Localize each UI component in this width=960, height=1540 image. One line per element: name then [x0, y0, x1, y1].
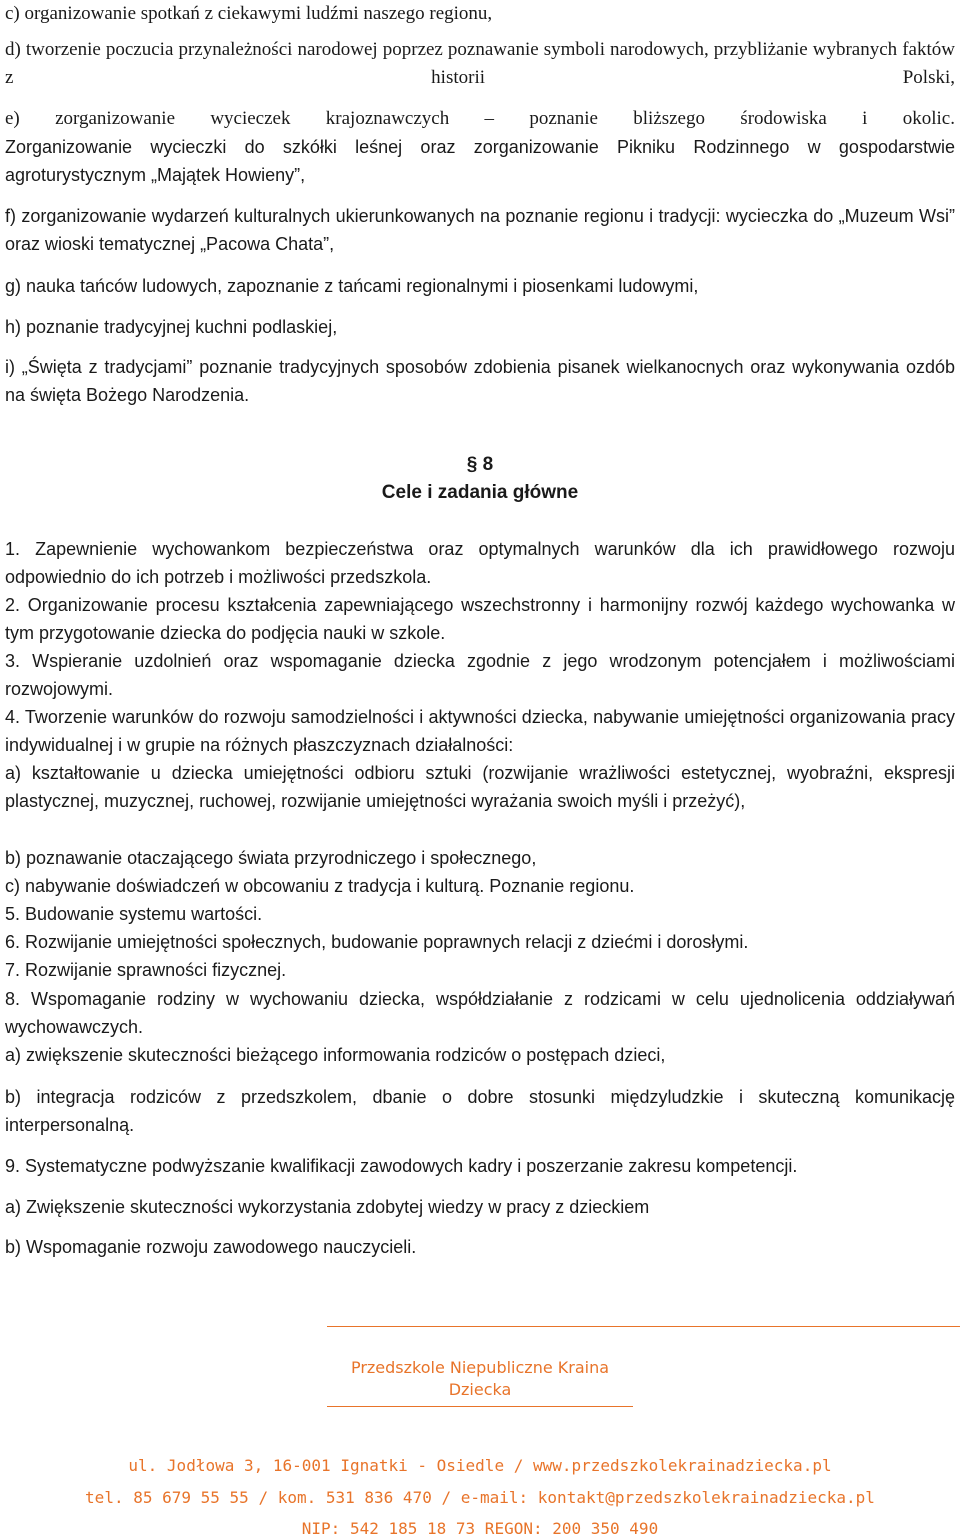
footer-address: ul. Jodłowa 3, 16-001 Ignatki - Osiedle / www.przedszkolekrainadziecka.pl	[128, 1456, 832, 1475]
footer-contact: tel. 85 679 55 55 / kom. 531 836 470 / e-mail: kontakt@przedszkolekrainadziecka.pl	[85, 1488, 875, 1507]
goal-7: 7. Rozwijanie sprawności fizycznej.	[5, 960, 287, 980]
goal-4b: b) poznawanie otaczającego świata przyrodniczego i społecznego,	[5, 848, 537, 868]
footer-rule	[327, 1326, 960, 1327]
goal-6: 6. Rozwijanie umiejętności społecznych, budowanie poprawnych relacji z dziećmi i dorosłymi.	[5, 932, 749, 952]
goal-9: 9. Systematyczne podwyższanie kwalifikacji zawodowych kadry i poszerzanie zakresu kompetencji.	[5, 1156, 798, 1176]
goal-8b: b) integracja rodziców z przedszkolem, dbanie o dobre stosunki międzyludzkie i skuteczną komunikację interpersonalną.	[5, 1087, 955, 1135]
goal-3: 3. Wspieranie uzdolnień oraz wspomaganie dziecka zgodnie z jego wrodzonym potencjałem i możliwościami rozwojowymi.	[5, 651, 955, 699]
goal-4a: a) kształtowanie u dziecka umiejętności odbioru sztuki (rozwijanie wrażliwości estetycznej, wyobraźni, ekspresji plastycznej, muzycznej, ruchowej, rozwijanie umiejętności wyrażania swoich myśli i przeżyć),	[5, 763, 955, 811]
list-item-c: c) organizowanie spotkań z ciekawymi ludźmi naszego regionu,	[5, 3, 493, 24]
goal-4c: c) nabywanie doświadczeń w obcowaniu z tradycja i kulturą. Poznanie regionu.	[5, 876, 635, 896]
goal-5: 5. Budowanie systemu wartości.	[5, 904, 263, 924]
goal-9a: a) Zwiększenie skuteczności wykorzystania zdobytej wiedzy w pracy z dzieckiem	[5, 1197, 650, 1217]
list-item-g: g) nauka tańców ludowych, zapoznanie z tańcami regionalnymi i piosenkami ludowymi,	[5, 276, 699, 296]
goal-8a: a) zwiększenie skuteczności bieżącego informowania rodziców o postępach dzieci,	[5, 1045, 666, 1065]
list-item-e: e) zorganizowanie wycieczek krajoznawczych – poznanie bliższego środowiska i okolic.	[5, 108, 955, 129]
list-item-i: i) „Święta z tradycjami” poznanie tradycyjnych sposobów zdobienia pisanek wielkanocnych oraz wykonywania ozdób na święta Bożego Narodzenia.	[5, 357, 955, 405]
footer-ids: NIP: 542 185 18 73 REGON: 200 350 490	[301, 1519, 659, 1538]
goal-2: 2. Organizowanie procesu kształcenia zapewniającego wszechstronny i harmonijny rozwój każdego wychowanka w tym przygotowanie dziecka do podjęcia nauki w szkole.	[5, 595, 955, 643]
goal-4: 4. Tworzenie warunków do rozwoju samodzielności i aktywności dziecka, nabywanie umiejętności organizowania pracy indywidualnej i w grupie na różnych płaszczyznach działalności:	[5, 707, 955, 755]
goal-1: 1. Zapewnienie wychowankom bezpieczeństwa oraz optymalnych warunków dla ich prawidłowego rozwoju odpowiednio do ich potrzeb i możliwości przedszkola.	[5, 539, 955, 587]
section-title: Cele i zadania główne	[381, 482, 579, 503]
list-item-f: f) zorganizowanie wydarzeń kulturalnych ukierunkowanych na poznanie regionu i tradycji: wycieczka do „Muzeum Wsi” oraz wioski tematycznej „Pacowa Chata”,	[5, 206, 955, 254]
paragraph-trip: Zorganizowanie wycieczki do szkółki leśnej oraz zorganizowanie Pikniku Rodzinnego w gospodarstwie agroturystycznym „Majątek Howieny”,	[5, 137, 955, 185]
footer-name-underline	[327, 1406, 633, 1407]
list-item-h: h) poznanie tradycyjnej kuchni podlaskiej,	[5, 317, 338, 337]
list-item-d: d) tworzenie poczucia przynależności narodowej poprzez poznawanie symboli narodowych, przybliżanie wybranych faktów z historii Polski,	[5, 39, 955, 88]
footer-school-name: Przedszkole Niepubliczne Kraina Dziecka	[350, 1358, 610, 1399]
goal-8: 8. Wspomaganie rodziny w wychowaniu dziecka, współdziałanie z rodzicami w celu ujednolicenia oddziaływań wychowawczych.	[5, 989, 955, 1037]
goal-9b: b) Wspomaganie rozwoju zawodowego nauczycieli.	[5, 1237, 417, 1257]
section-number: § 8	[466, 454, 494, 475]
